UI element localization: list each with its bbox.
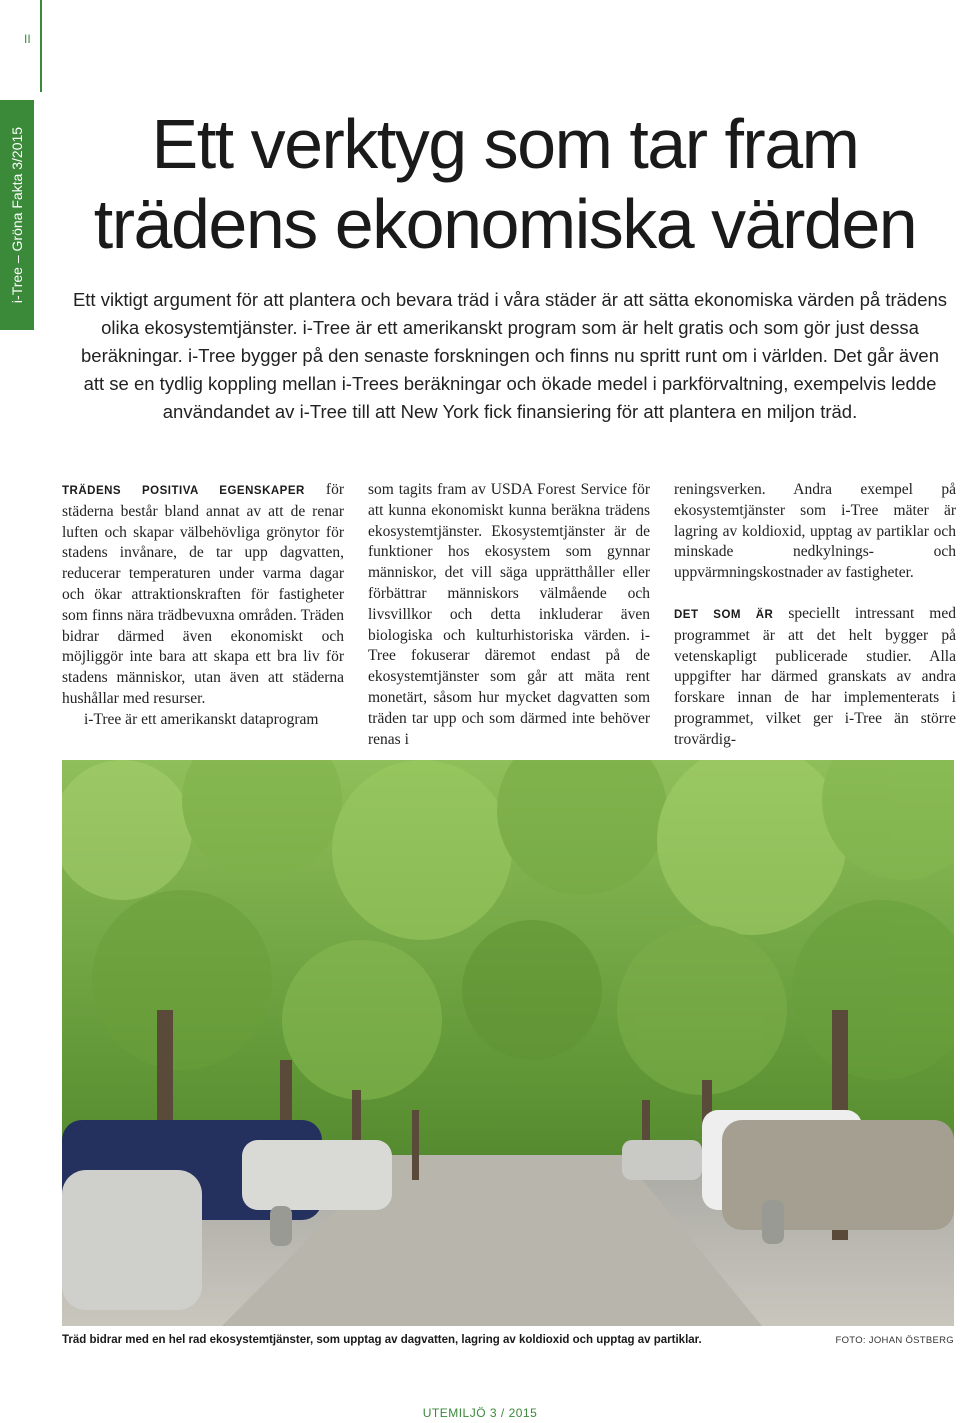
column-1-paragraph-1 (62, 480, 344, 710)
photo-tree-lined-parking (62, 760, 954, 1326)
column-1 (62, 480, 344, 751)
body-columns (62, 480, 956, 751)
kicker-2: DET SOM ÄR (674, 608, 774, 621)
column-2-paragraph-1: som tagits fram av USDA Forest Service för att kunna ekonomiskt kunna beräkna trädens ekosystemtjänster. Ekosystemtjänster är de funktioner hos ekosystem som gynnar människor, det vill säga upprätthåller eller förbättrar människors välmående och livsvillkor och detta inkluderar även biologiska och kulturhistoriska värden. i-Tree fokuserar däremot endast på de ekosystemtjänster som går att mäta rent monetärt, såsom hur mycket dagvatten som träden tar upp och som därmed inte behöver renas i (368, 481, 650, 748)
article-lead: Ett viktigt argument för att plantera och bevara träd i våra städer är att sätta ekonomiska värden på trädens olika ekosystemtjänster. i-Tree är ett amerikanskt program som är helt gratis och som gör just dessa beräkningar. i-Tree bygger på den senaste forskningen och finns nu spritt runt om i världen. Det går även att se en tydlig koppling mellan i-Trees beräkningar och ökade medel i parkförvaltning, exempelvis ledde användandet av i-Tree till att New York fick finansiering för att plantera en miljon träd. (72, 289, 948, 422)
title-line-2: trädens ekonomiska värden (93, 185, 917, 263)
photo-credit: FOTO: JOHAN ÖSTBERG (835, 1335, 954, 1346)
column-1-paragraph-2: i-Tree är ett amerikanskt dataprogram (84, 710, 319, 728)
column-3-text-2: speciellt intressant med programmet är att det helt bygger på vetenskapligt publicerade studier. Alla uppgifter har därmed granskats av andra forskare innan de har implementerats i programmet, vilket ger i-Tree än större trovärdig- (674, 604, 956, 748)
column-3-paragraph-2 (674, 604, 956, 751)
page-number: II (24, 32, 31, 46)
section-label: i-Tree – Gröna Fakta 3/2015 (9, 126, 25, 304)
column-3-paragraph-1: reningsverken. Andra exempel på ekosystemtjänster som i-Tree mäter är lagring av koldioxid, upptag av partiklar och minskade nedkylnings- och uppvärmningskostnader av fastigheter. (674, 481, 956, 582)
photo-illustration (62, 760, 954, 1326)
top-rule (40, 0, 42, 92)
kicker-1: TRÄDENS POSITIVA EGENSKAPER (62, 485, 305, 497)
column-3 (674, 480, 956, 751)
column-1-text-1: för städerna består bland annat av att de renar luften och skapar välbehövliga grönytor för stadens invånare, de tar upp dagvatten, reducerar temperaturen under varma dagar och ökar attraktionskraften för fastigheter som finns nära trädbevuxna områden. Träden bidrar därmed även ekonomiskt och möjliggör inte bara att skapa ett bra liv för stadens människor, utan även att städerna hushållar med resurser. (62, 481, 344, 707)
title-line-1: Ett verktyg som tar fram (151, 105, 859, 183)
figure-caption: Träd bidrar med en hel rad ekosystemtjänster, som upptag av dagvatten, lagring av koldioxid och upptag av partiklar. (62, 1334, 702, 1346)
leaf-clusters (62, 760, 954, 1100)
article-title (60, 104, 950, 264)
figure-caption-row (62, 1334, 954, 1346)
section-side-band (0, 100, 34, 330)
page-footer: UTEMILJÖ 3 / 2015 (422, 1406, 538, 1420)
column-2 (368, 480, 650, 751)
